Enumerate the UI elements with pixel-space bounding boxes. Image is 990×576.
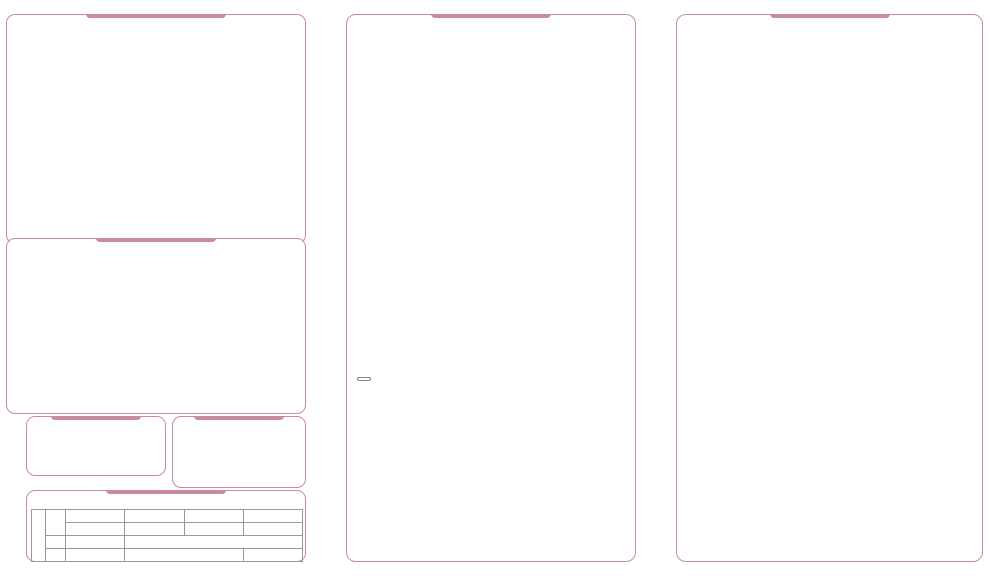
right-column — [676, 14, 983, 562]
service-committee-title — [106, 490, 226, 494]
sunday-time-row — [15, 37, 297, 49]
service-table — [31, 509, 303, 562]
sunday-worship-box — [6, 14, 306, 244]
service-row2-label — [46, 536, 66, 549]
service-header-1 — [66, 510, 125, 523]
service-header-3 — [184, 510, 243, 523]
service-cell-1 — [66, 523, 125, 536]
friday-worship-title — [194, 416, 284, 420]
service-cell-4 — [243, 523, 302, 536]
service-cell-3 — [184, 523, 243, 536]
service-row3-label — [46, 549, 66, 562]
service-offer-2 — [243, 549, 302, 562]
service-offer-1 — [125, 549, 244, 562]
service-month — [32, 510, 46, 562]
service-cell-2 — [125, 523, 184, 536]
wednesday-worship-title — [96, 238, 216, 242]
dawn-prayer-box — [26, 416, 166, 476]
visit-offering-title — [357, 377, 371, 381]
service-count-head — [66, 536, 125, 549]
service-counter — [66, 549, 125, 562]
middle-column — [346, 14, 636, 562]
service-row1-label — [46, 510, 66, 536]
wednesday-worship-box — [6, 238, 306, 414]
service-committee-box — [26, 490, 306, 562]
dawn-prayer-title — [51, 416, 141, 420]
offerings-title — [431, 14, 551, 18]
service-offer-head — [125, 536, 303, 549]
left-column — [6, 14, 306, 562]
friday-worship-box — [172, 416, 306, 488]
service-header-4 — [243, 510, 302, 523]
wednesday-time-row — [15, 263, 297, 275]
weekly-word-title — [770, 14, 890, 18]
sunday-worship-title — [86, 14, 226, 18]
service-header-2 — [125, 510, 184, 523]
